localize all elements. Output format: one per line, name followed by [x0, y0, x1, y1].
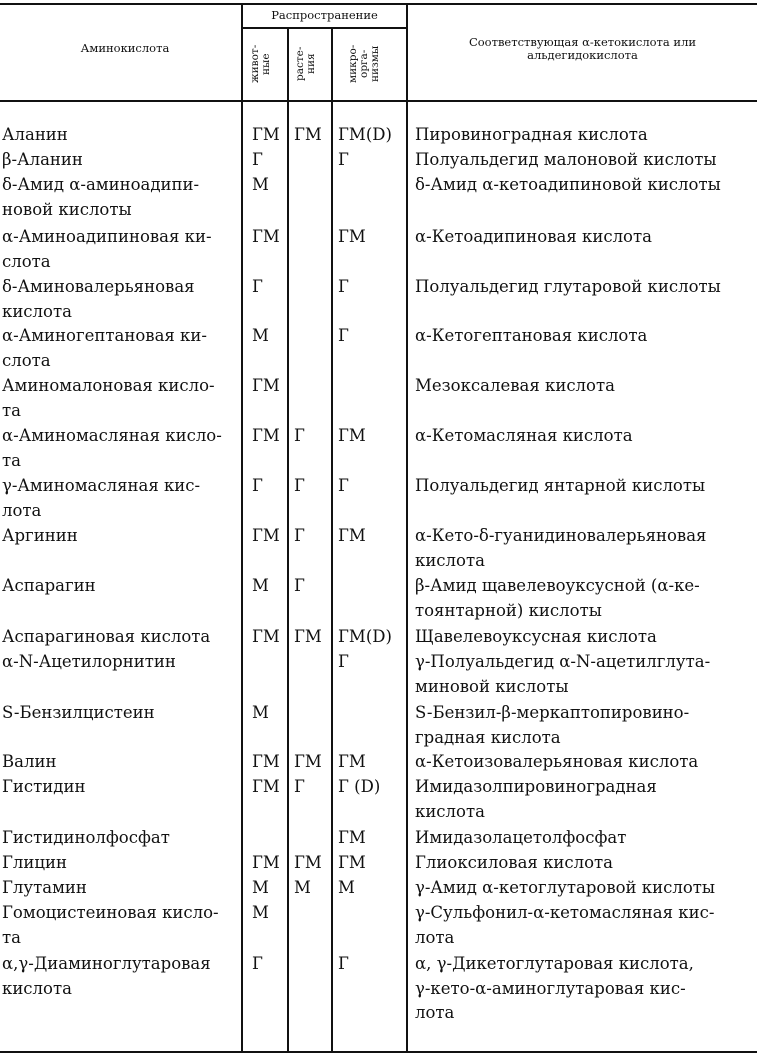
animals-cell: ГМ	[252, 627, 280, 646]
col-rule-3	[331, 27, 333, 1051]
amino-acid-cell: γ-Аминомасляная кис- лота	[2, 476, 201, 520]
animals-cell: ГМ	[252, 752, 280, 771]
amino-acid-cell: α,γ-Диаминоглутаровая кислота	[2, 954, 211, 998]
keto-acid-cell: α-Кетоадипиновая кислота	[415, 227, 652, 246]
amino-acid-cell: Аминомалоновая кисло- та	[2, 376, 215, 420]
animals-cell: М	[252, 576, 269, 595]
col-rule-4	[406, 3, 408, 1051]
micro-cell: ГМ(D)	[338, 125, 392, 144]
amino-acid-cell: Глицин	[2, 853, 68, 872]
plants-cell: ГМ	[294, 125, 322, 144]
animals-cell: ГМ	[252, 376, 280, 395]
amino-acid-cell: δ-Амид α-аминоадипи- новой кислоты	[2, 175, 200, 219]
amino-acid-cell: Аланин	[2, 125, 68, 144]
micro-cell: ГМ	[338, 526, 366, 545]
keto-acid-cell: α, γ-Дикетоглутаровая кислота, γ-кето-α-аминоглутаровая кис- лота	[415, 954, 694, 1022]
amino-acid-cell: α-Аминоадипиновая ки- слота	[2, 227, 212, 271]
animals-cell: ГМ	[252, 426, 280, 445]
animals-cell: Г	[252, 150, 263, 169]
amino-acid-cell: β-Аланин	[2, 150, 83, 169]
header-bottom-rule	[0, 100, 757, 102]
animals-cell: Г	[252, 476, 263, 495]
micro-cell: ГМ	[338, 752, 366, 771]
animals-cell: ГМ	[252, 777, 280, 796]
keto-acid-cell: Глиоксиловая кислота	[415, 853, 614, 872]
amino-acid-cell: Аспарагин	[2, 576, 96, 595]
animals-cell: Г	[252, 277, 263, 296]
keto-acid-cell: α-Кетогептановая кислота	[415, 326, 648, 345]
keto-acid-cell: Полуальдегид малоновой кислоты	[415, 150, 717, 169]
keto-acid-cell: γ-Полуальдегид α-N-ацетилглута- миновой кислоты	[415, 652, 711, 696]
micro-cell: ГМ	[338, 828, 366, 847]
plants-cell: Г	[294, 777, 305, 796]
amino-acid-cell: Аргинин	[2, 526, 78, 545]
header-keto-acid: Соответствующая α-кетокислота или альдегидокислота	[468, 35, 697, 62]
animals-cell: М	[252, 326, 269, 345]
amino-acid-cell: Гистидин	[2, 777, 86, 796]
micro-cell: ГМ(D)	[338, 627, 392, 646]
header-distribution: Распространение	[271, 8, 378, 22]
plants-cell: ГМ	[294, 752, 322, 771]
keto-acid-cell: Имидазолацетолфосфат	[415, 828, 627, 847]
animals-cell: ГМ	[252, 227, 280, 246]
micro-cell: ГМ	[338, 853, 366, 872]
amino-acid-cell: δ-Аминовалерьяновая кислота	[2, 277, 195, 321]
col-rule-1	[241, 3, 243, 1051]
micro-cell: Г	[338, 954, 349, 973]
distribution-rule	[241, 27, 406, 29]
bottom-rule	[0, 1051, 757, 1053]
micro-cell: Г	[338, 476, 349, 495]
plants-cell: М	[294, 878, 311, 897]
amino-acid-cell: α-Аминогептановая ки- слота	[2, 326, 207, 370]
keto-acid-cell: Полуальдегид янтарной кислоты	[415, 476, 706, 495]
keto-acid-cell: S-Бензил-β-меркаптопировино- градная кислота	[415, 703, 690, 747]
plants-cell: Г	[294, 576, 305, 595]
animals-cell: ГМ	[252, 125, 280, 144]
amino-acid-cell: Гомоцистеиновая кисло- та	[2, 903, 219, 947]
animals-cell: ГМ	[252, 526, 280, 545]
plants-cell: Г	[294, 426, 305, 445]
amino-acid-cell: α-N-Ацетилорнитин	[2, 652, 176, 671]
top-rule	[0, 3, 757, 5]
header-animals: живот- ные	[249, 44, 272, 84]
micro-cell: ГМ	[338, 227, 366, 246]
animals-cell: М	[252, 878, 269, 897]
micro-cell: М	[338, 878, 355, 897]
keto-acid-cell: β-Амид щавелевоуксусной (α-ке- тоянтарной) кислоты	[415, 576, 700, 620]
header-amino-acid: Аминокислота	[80, 41, 170, 55]
animals-cell: М	[252, 175, 269, 194]
keto-acid-cell: α-Кетоизовалерьяновая кислота	[415, 752, 699, 771]
keto-acid-cell: α-Кетомасляная кислота	[415, 426, 633, 445]
amino-acid-cell: Аспарагиновая кислота	[2, 627, 211, 646]
keto-acid-cell: Пировиноградная кислота	[415, 125, 648, 144]
micro-cell: Г	[338, 326, 349, 345]
micro-cell: Г	[338, 652, 349, 671]
keto-acid-cell: γ-Амид α-кетоглутаровой кислоты	[415, 878, 716, 897]
animals-cell: М	[252, 903, 269, 922]
keto-acid-cell: γ-Сульфонил-α-кетомасляная кис- лота	[415, 903, 715, 947]
plants-cell: ГМ	[294, 627, 322, 646]
header-plants: расте- ния	[294, 46, 317, 82]
keto-acid-cell: Мезоксалевая кислота	[415, 376, 615, 395]
micro-cell: Г	[338, 277, 349, 296]
plants-cell: ГМ	[294, 853, 322, 872]
amino-acid-cell: Глутамин	[2, 878, 87, 897]
micro-cell: ГМ	[338, 426, 366, 445]
keto-acid-cell: Имидазолпировиноградная кислота	[415, 777, 657, 821]
keto-acid-cell: Полуальдегид глутаровой кислоты	[415, 277, 721, 296]
keto-acid-cell: δ-Амид α-кетоадипиновой кислоты	[415, 175, 721, 194]
amino-acid-cell: Валин	[2, 752, 57, 771]
keto-acid-cell: Щавелевоуксусная кислота	[415, 627, 657, 646]
micro-cell: Г	[338, 150, 349, 169]
animals-cell: ГМ	[252, 853, 280, 872]
animals-cell: М	[252, 703, 269, 722]
amino-acid-cell: S-Бензилцистеин	[2, 703, 155, 722]
amino-acid-cell: Гистидинолфосфат	[2, 828, 170, 847]
amino-acid-cell: α-Аминомасляная кисло- та	[2, 426, 222, 470]
plants-cell: Г	[294, 476, 305, 495]
keto-acid-cell: α-Кето-δ-гуанидиновалерьяновая кислота	[415, 526, 707, 570]
micro-cell: Г (D)	[338, 777, 381, 796]
header-microorganisms: микро- орга- низмы	[347, 44, 381, 84]
animals-cell: Г	[252, 954, 263, 973]
plants-cell: Г	[294, 526, 305, 545]
col-rule-2	[287, 27, 289, 1051]
